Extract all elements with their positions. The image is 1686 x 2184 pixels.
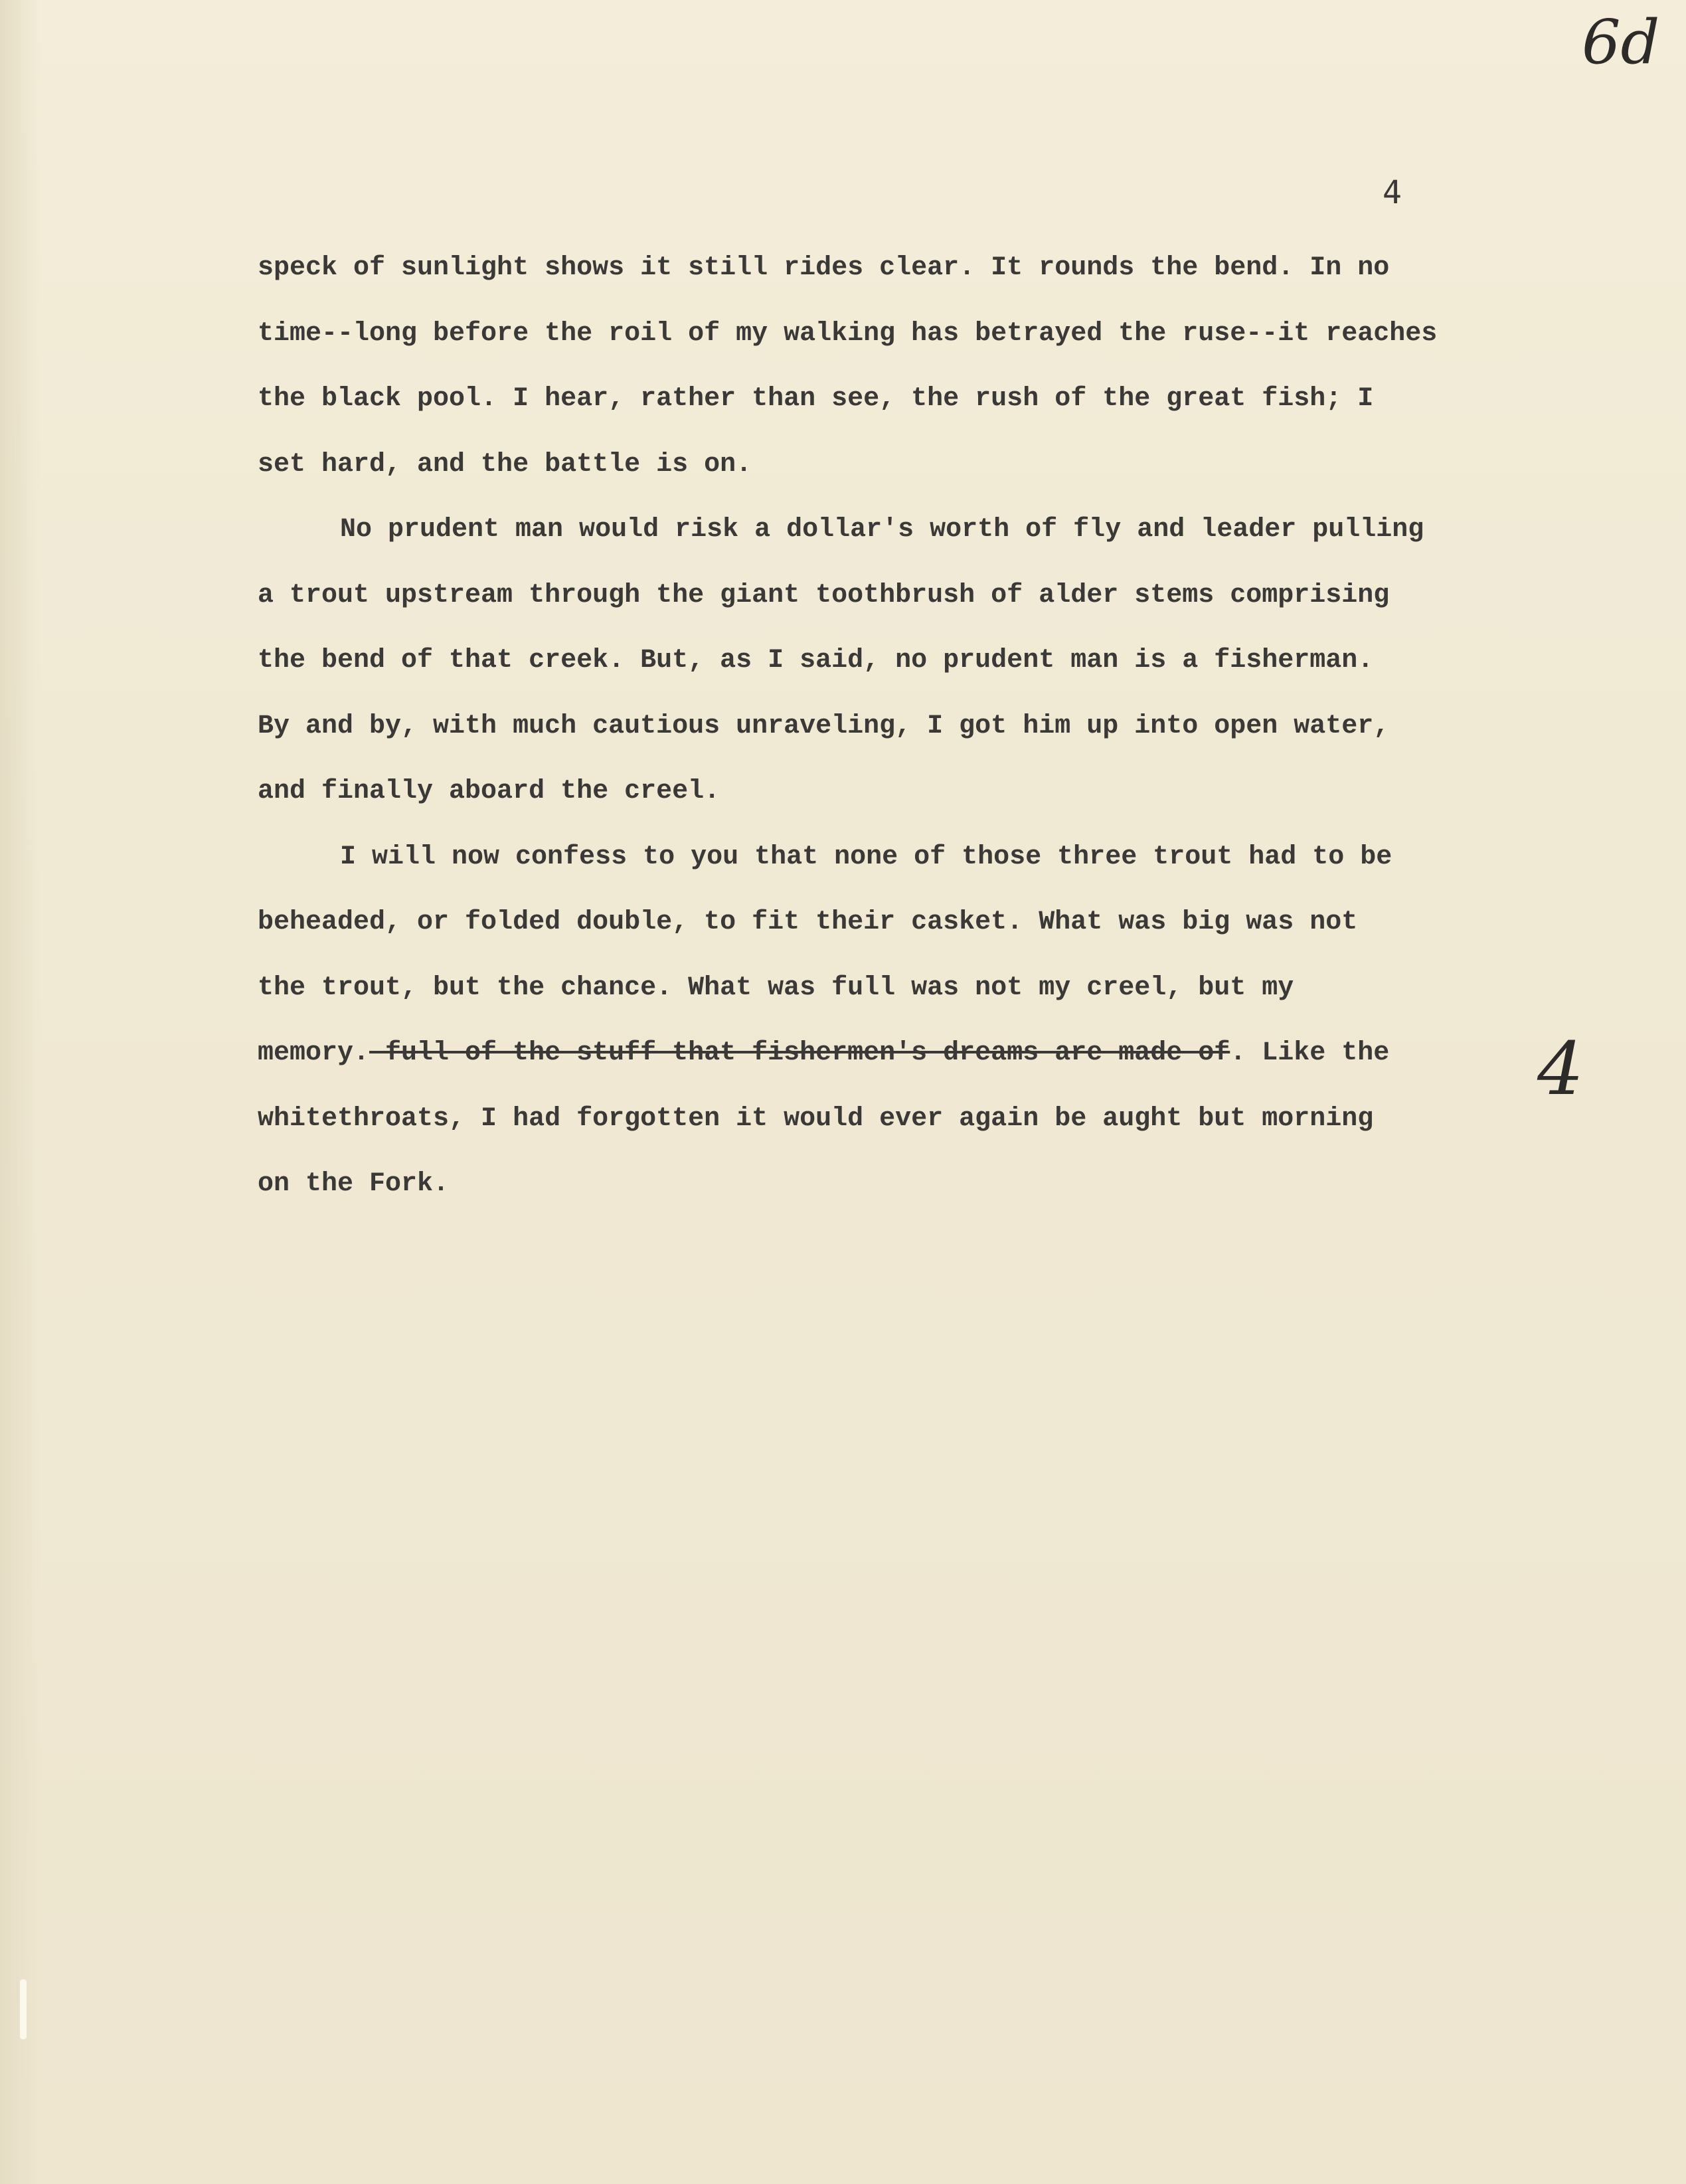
page-number: 4	[1383, 174, 1402, 211]
handwritten-folio-mark: 6d	[1582, 7, 1660, 78]
text-segment: . Like the	[1230, 1038, 1390, 1068]
text-line: on the Fork.	[258, 1169, 450, 1199]
text-line: By and by, with much cautious unraveling, I got him up into open water,	[258, 711, 1390, 741]
text-line: set hard, and the battle is on.	[258, 449, 752, 480]
text-line: the black pool. I hear, rather than see, the rush of the great fish; I	[258, 384, 1374, 414]
text-line: the trout, but the chance. What was full was not my creel, but my	[258, 972, 1294, 1003]
handwritten-margin-mark: 4	[1537, 1026, 1584, 1111]
text-line: No prudent man would risk a dollar's worth of fly and leader pulling	[340, 515, 1424, 545]
text-segment: memory.	[258, 1038, 370, 1068]
text-line-with-deletion	[258, 1021, 1519, 1087]
text-line: a trout upstream through the giant toothbrush of alder stems comprising	[258, 580, 1390, 610]
text-line: speck of sunlight shows it still rides clear. It rounds the bend. In no	[258, 253, 1390, 283]
text-line: whitethroats, I had forgotten it would ever again be aught but morning	[258, 1103, 1374, 1134]
text-line: and finally aboard the creel.	[258, 776, 720, 806]
text-line: the bend of that creek. But, as I said, no prudent man is a fisherman.	[258, 646, 1374, 676]
paper-tear-mark	[20, 1979, 27, 2039]
body-text	[258, 236, 1519, 1218]
struck-through-text: full of the stuff that fishermen's dreams are made of	[369, 1038, 1230, 1068]
text-line: beheaded, or folded double, to fit their casket. What was big was not	[258, 907, 1358, 937]
text-line: I will now confess to you that none of those three trout had to be	[340, 842, 1392, 872]
text-line: time--long before the roil of my walking has betrayed the ruse--it reaches	[258, 318, 1438, 349]
